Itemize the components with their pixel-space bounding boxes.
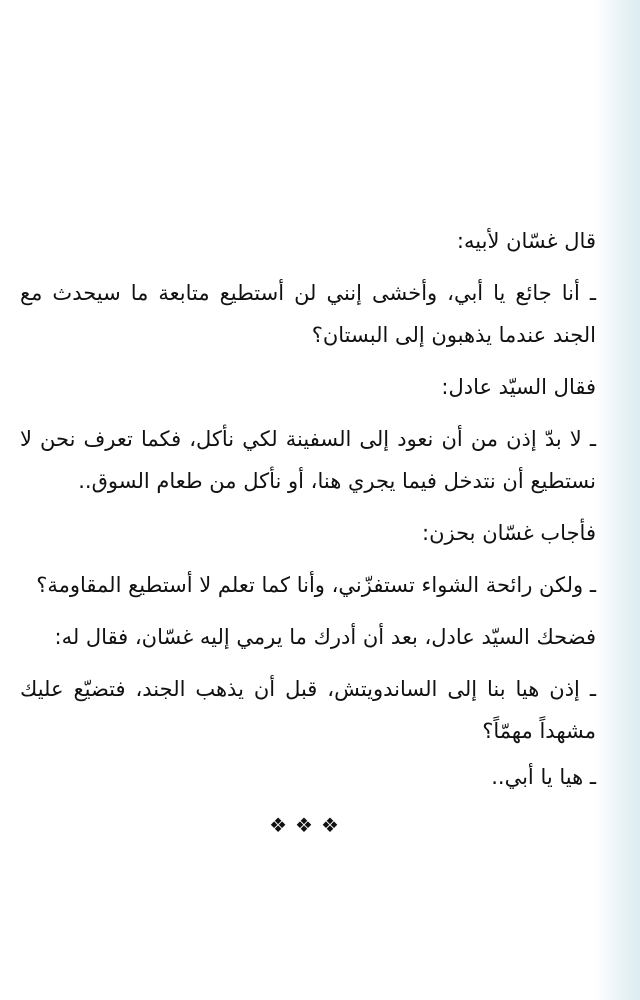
section-separator-ornament: ❖❖❖ xyxy=(269,813,347,837)
paragraph-ghassan-to-father: قال غسّان لأبيه: xyxy=(456,229,596,253)
paragraph-adel-said: فقال السيّد عادل: xyxy=(441,375,596,399)
paragraph-adel-laughed: فضحك السيّد عادل، بعد أن أدرك ما يرمي إليه غسّان، فقال له: xyxy=(54,625,596,649)
paragraph-return-to-ship: ـ لا بدّ إذن من أن نعود إلى السفينة لكي نأكل، فكما تعرف نحن لا نستطيع أن نتدخل فيما يجري هنا، أو نأكل من طعام السوق.. xyxy=(20,427,596,493)
paragraph-smell-of-grill: ـ ولكن رائحة الشواء تستفزّني، وأنا كما تعلم لا أستطيع المقاومة؟ xyxy=(36,573,596,597)
story-text xyxy=(20,220,596,846)
paragraph-ghassan-sad: فأجاب غسّان بحزن: xyxy=(422,521,596,545)
paragraph-lets-go-father: ـ هيا يا أبي.. xyxy=(491,765,596,789)
paragraph-lets-go-sandwich: ـ إذن هيا بنا إلى الساندويتش، قبل أن يذهب الجند، فتضيّع عليك مشهداً مهمّاً؟ xyxy=(20,677,596,743)
paragraph-ghassan-hungry: ـ أنا جائع يا أبي، وأخشى إنني لن أستطيع متابعة ما سيحدث مع الجند عندما يذهبون إلى البستان؟ xyxy=(20,281,596,347)
